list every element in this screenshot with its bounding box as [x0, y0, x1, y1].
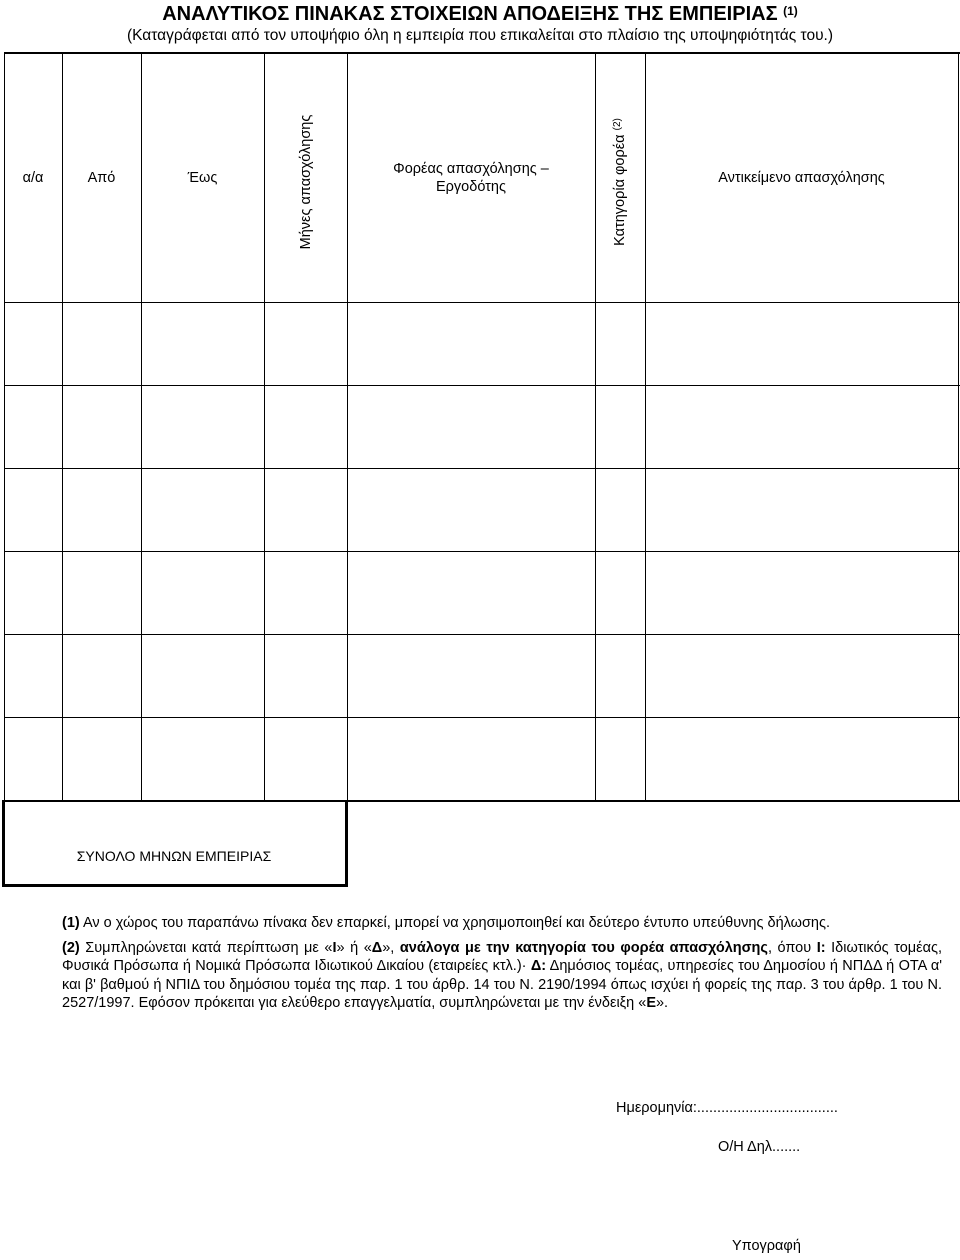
column-header-category: [610, 82, 630, 282]
footnote-2-text: , όπου: [767, 939, 817, 956]
signature-label: Υπογραφή: [732, 1238, 801, 1254]
footnote-2-text: Συμπληρώνεται κατά περίπτωση με «: [79, 939, 333, 956]
column-header-to: Έως: [187, 170, 218, 186]
total-box-bottom-border: [2, 884, 348, 887]
table-right-border: [958, 52, 959, 802]
row-divider: [4, 717, 960, 718]
category-header-text: Κατηγορία φορέα: [612, 134, 628, 246]
footnote-2-label-i: Ι:: [816, 939, 826, 956]
document-title: [0, 2, 960, 26]
row-divider: [4, 551, 960, 552]
column-header-employer: [347, 54, 595, 302]
footnote-1: [62, 914, 942, 933]
footnote-2: [62, 939, 942, 1013]
total-box-right-border: [345, 800, 348, 886]
total-box-left-border: [2, 800, 5, 886]
footnote-2-code-i: Ι: [332, 939, 337, 956]
column-divider: [595, 52, 596, 802]
employer-header-line2: Εργοδότης: [436, 179, 506, 195]
footnote-2-text: ».: [655, 995, 669, 1011]
row-divider: [4, 385, 960, 386]
header-bottom-border: [4, 302, 960, 303]
column-header-aa: α/α: [22, 170, 44, 186]
row-divider: [4, 468, 960, 469]
column-header-months: Μήνες απασχόλησης: [298, 114, 314, 250]
employer-header-line1: Φορέας απασχόλησης –: [393, 161, 549, 177]
footnote-2-code-d: Δ: [371, 939, 383, 956]
column-header-from: Από: [87, 170, 116, 186]
footnote-1-text: Αν ο χώρος του παραπάνω πίνακα δεν επαρκεί, μπορεί να χρησιμοποιηθεί και δεύτερο έντυπο υπεύθυνης δήλωσης.: [79, 915, 831, 931]
category-footnote-marker: (2): [612, 118, 623, 131]
column-header-object: Αντικείμενο απασχόλησης: [718, 170, 885, 186]
footnote-1-marker: (1): [62, 915, 80, 931]
footnotes: [62, 914, 942, 1013]
date-field-label: Ημερομηνία:...................................: [616, 1100, 838, 1116]
total-months-label: ΣΥΝΟΛΟ ΜΗΝΩΝ ΕΜΠΕΙΡΙΑΣ: [76, 848, 272, 864]
footnote-2-text: » ή «: [336, 939, 372, 956]
row-divider: [4, 634, 960, 635]
footnote-2-code-e: Ε: [646, 995, 656, 1011]
declarant-label: Ο/Η Δηλ.......: [718, 1139, 801, 1155]
document-subtitle: (Καταγράφεται από τον υποψήφιο όλη η εμπειρία που επικαλείται στο πλαίσιο της υποψηφιότητάς του.): [126, 27, 834, 44]
column-divider: [264, 52, 265, 802]
footnote-2-label-d: Δ:: [530, 958, 547, 974]
footnote-2-text: »,: [382, 939, 400, 956]
title-footnote-marker: (1): [783, 4, 798, 18]
footnote-2-text: Ιδιωτικός τομέας, Φυσικά Πρόσωπα ή Νομικά Πρόσωπα Ιδιωτικού Δικαίου (εταιρείες κτλ.)·: [62, 939, 942, 974]
footnote-2-text: Δημόσιος τομέας, υπηρεσίες του Δημοσίου ή ΝΠΔΔ ή ΟΤΑ α' και β' βαθμού ή ΝΠΙΔ του δημόσιου τομέα της παρ. 1 του άρθρ. 14 του Ν. 2190/1994 όπως ισχύει ή φορείς της παρ. 3 του άρθρ. 1 του Ν. 2527/1997. Εφόσον πρόκειται για ελεύθερο επαγγελματία, συμπληρώνεται με την ένδειξη «: [62, 958, 942, 1011]
footnote-2-marker: (2): [62, 939, 80, 956]
title-text: ΑΝΑΛΥΤΙΚΟΣ ΠΙΝΑΚΑΣ ΣΤΟΙΧΕΙΩΝ ΑΠΟΔΕΙΞΗΣ ΤΗΣ ΕΜΠΕΙΡΙΑΣ: [162, 3, 778, 25]
table-body-bottom-border: [4, 800, 960, 802]
footnote-2-emphasis: ανάλογα με την κατηγορία του φορέα απασχόλησης: [399, 939, 768, 956]
